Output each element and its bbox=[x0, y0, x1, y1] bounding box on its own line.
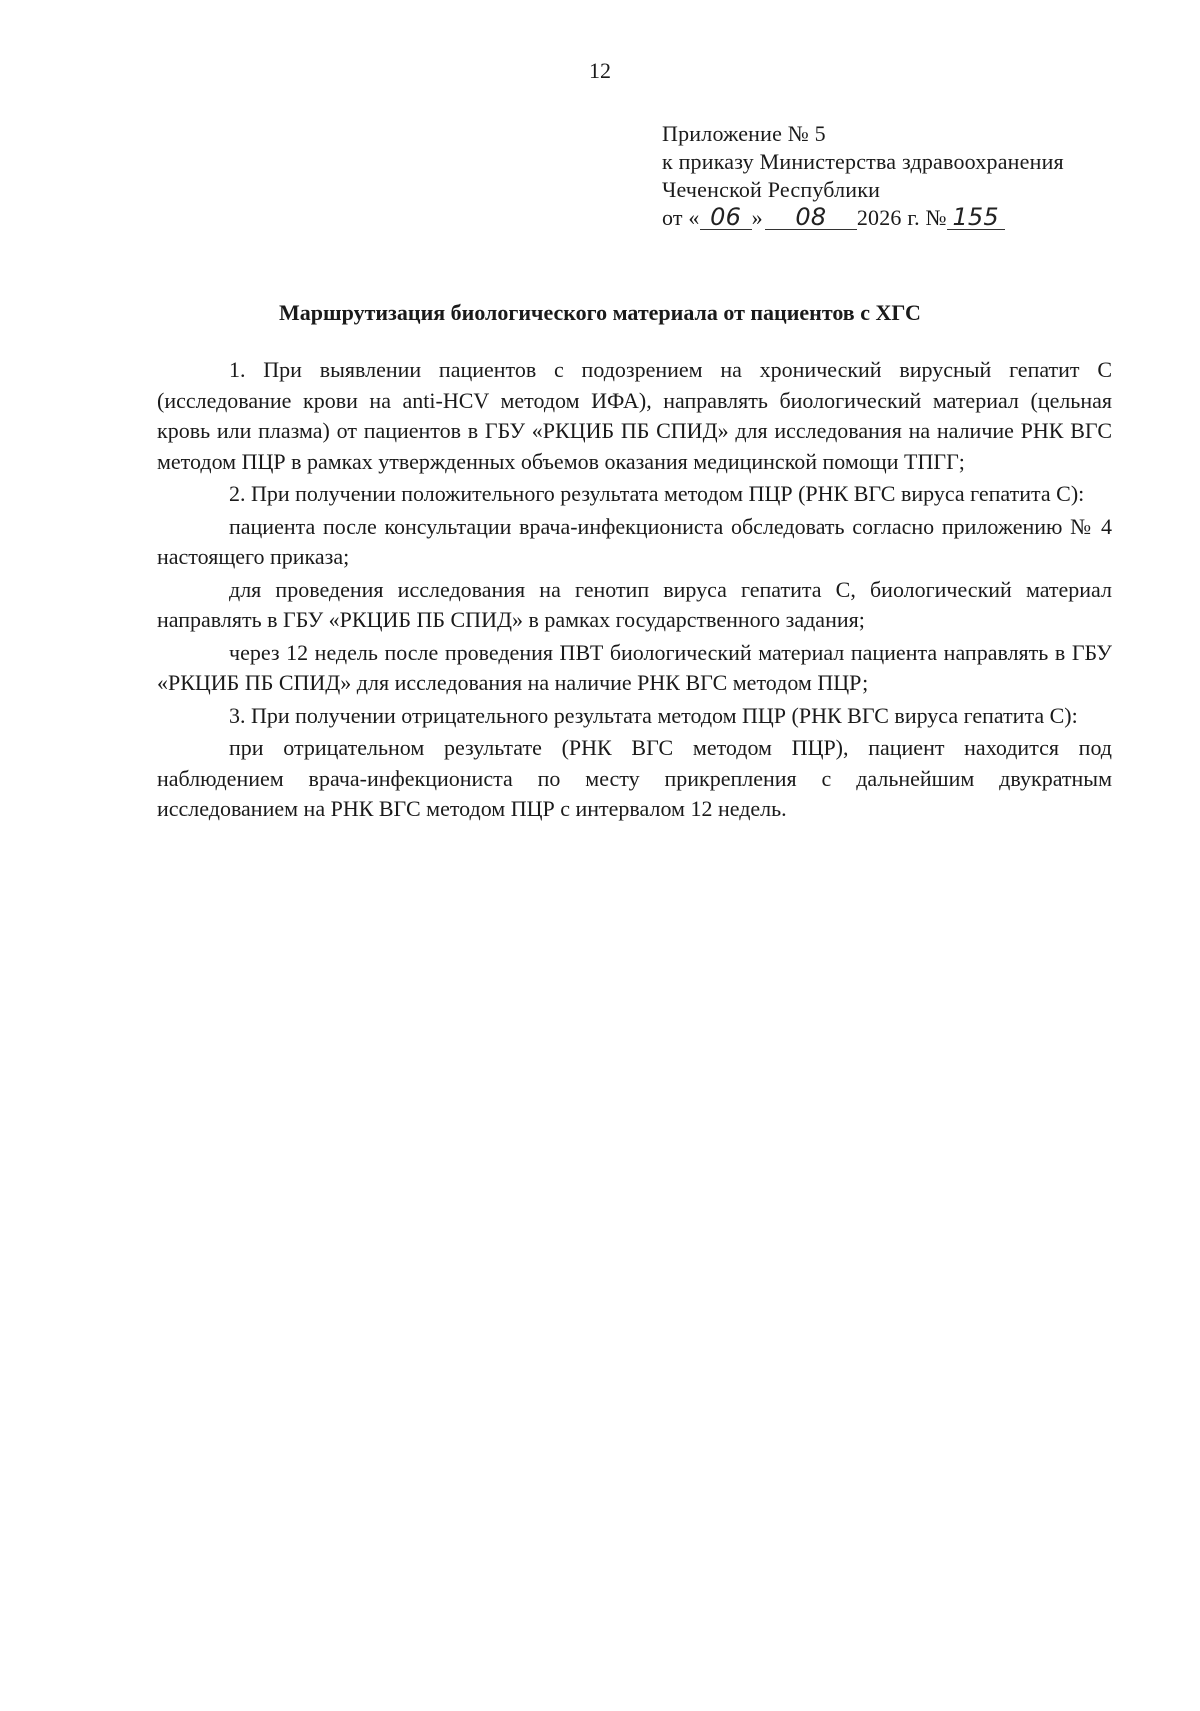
paragraph: для проведения исследования на генотип вируса гепатита С, биологический материал направлять в ГБУ «РКЦИБ ПБ СПИД» в рамках государственного задания; bbox=[157, 576, 1112, 632]
paragraph: через 12 недель после проведения ПВТ биологический материал пациента направлять в ГБУ «РКЦИБ ПБ СПИД» для исследования на наличие РНК ВГС методом ПЦР; bbox=[157, 639, 1112, 695]
quote-close: » bbox=[751, 205, 763, 230]
paragraph: 2. При получении положительного результата методом ПЦР (РНК ВГС вируса гепатита С): bbox=[229, 481, 1085, 506]
day-handwritten: 06 bbox=[710, 203, 742, 231]
month-handwritten: 08 bbox=[795, 203, 827, 231]
paragraph: 1. При выявлении пациентов с подозрением на хронический вирусный гепатит С (исследование крови на anti-HCV методом ИФА), направлять биологический материал (цельная кровь или плазма) от пациентов в ГБУ «РКЦИБ ПБ СПИД» для исследования на наличие РНК ВГС методом ПЦР в рамках утвержденных объемов оказания медицинской помощи ТПГГ; bbox=[157, 357, 1112, 474]
document-title: Маршрутизация биологического материала от пациентов с ХГС bbox=[279, 300, 921, 325]
day-field bbox=[700, 203, 752, 231]
date-prefix: от « bbox=[662, 205, 700, 230]
appendix-line-2: к приказу Министерства здравоохранения bbox=[662, 149, 1064, 174]
page-number: 12 bbox=[589, 58, 611, 83]
appendix-line-1: Приложение № 5 bbox=[662, 121, 826, 146]
appendix-date-line bbox=[662, 204, 1064, 232]
year-suffix: 2026 г. № bbox=[856, 205, 947, 230]
paragraph: 3. При получении отрицательного результата методом ПЦР (РНК ВГС вируса гепатита С): bbox=[229, 702, 1078, 728]
number-field bbox=[947, 203, 1005, 231]
paragraph: пациента после консультации врача-инфекциониста обследовать согласно приложению № 4 настоящего приказа; bbox=[157, 513, 1112, 569]
appendix-header bbox=[662, 120, 1064, 232]
paragraph: при отрицательном результате (РНК ВГС методом ПЦР), пациент находится под наблюдением врача-инфекциониста по месту прикрепления с дальнейшим двукратным исследованием на РНК ВГС методом ПЦР с интервалом 12 недель. bbox=[157, 735, 1112, 821]
appendix-line-3: Чеченской Республики bbox=[662, 177, 881, 202]
document-body bbox=[157, 355, 1112, 827]
month-field bbox=[765, 203, 857, 231]
number-handwritten: 155 bbox=[952, 203, 999, 231]
